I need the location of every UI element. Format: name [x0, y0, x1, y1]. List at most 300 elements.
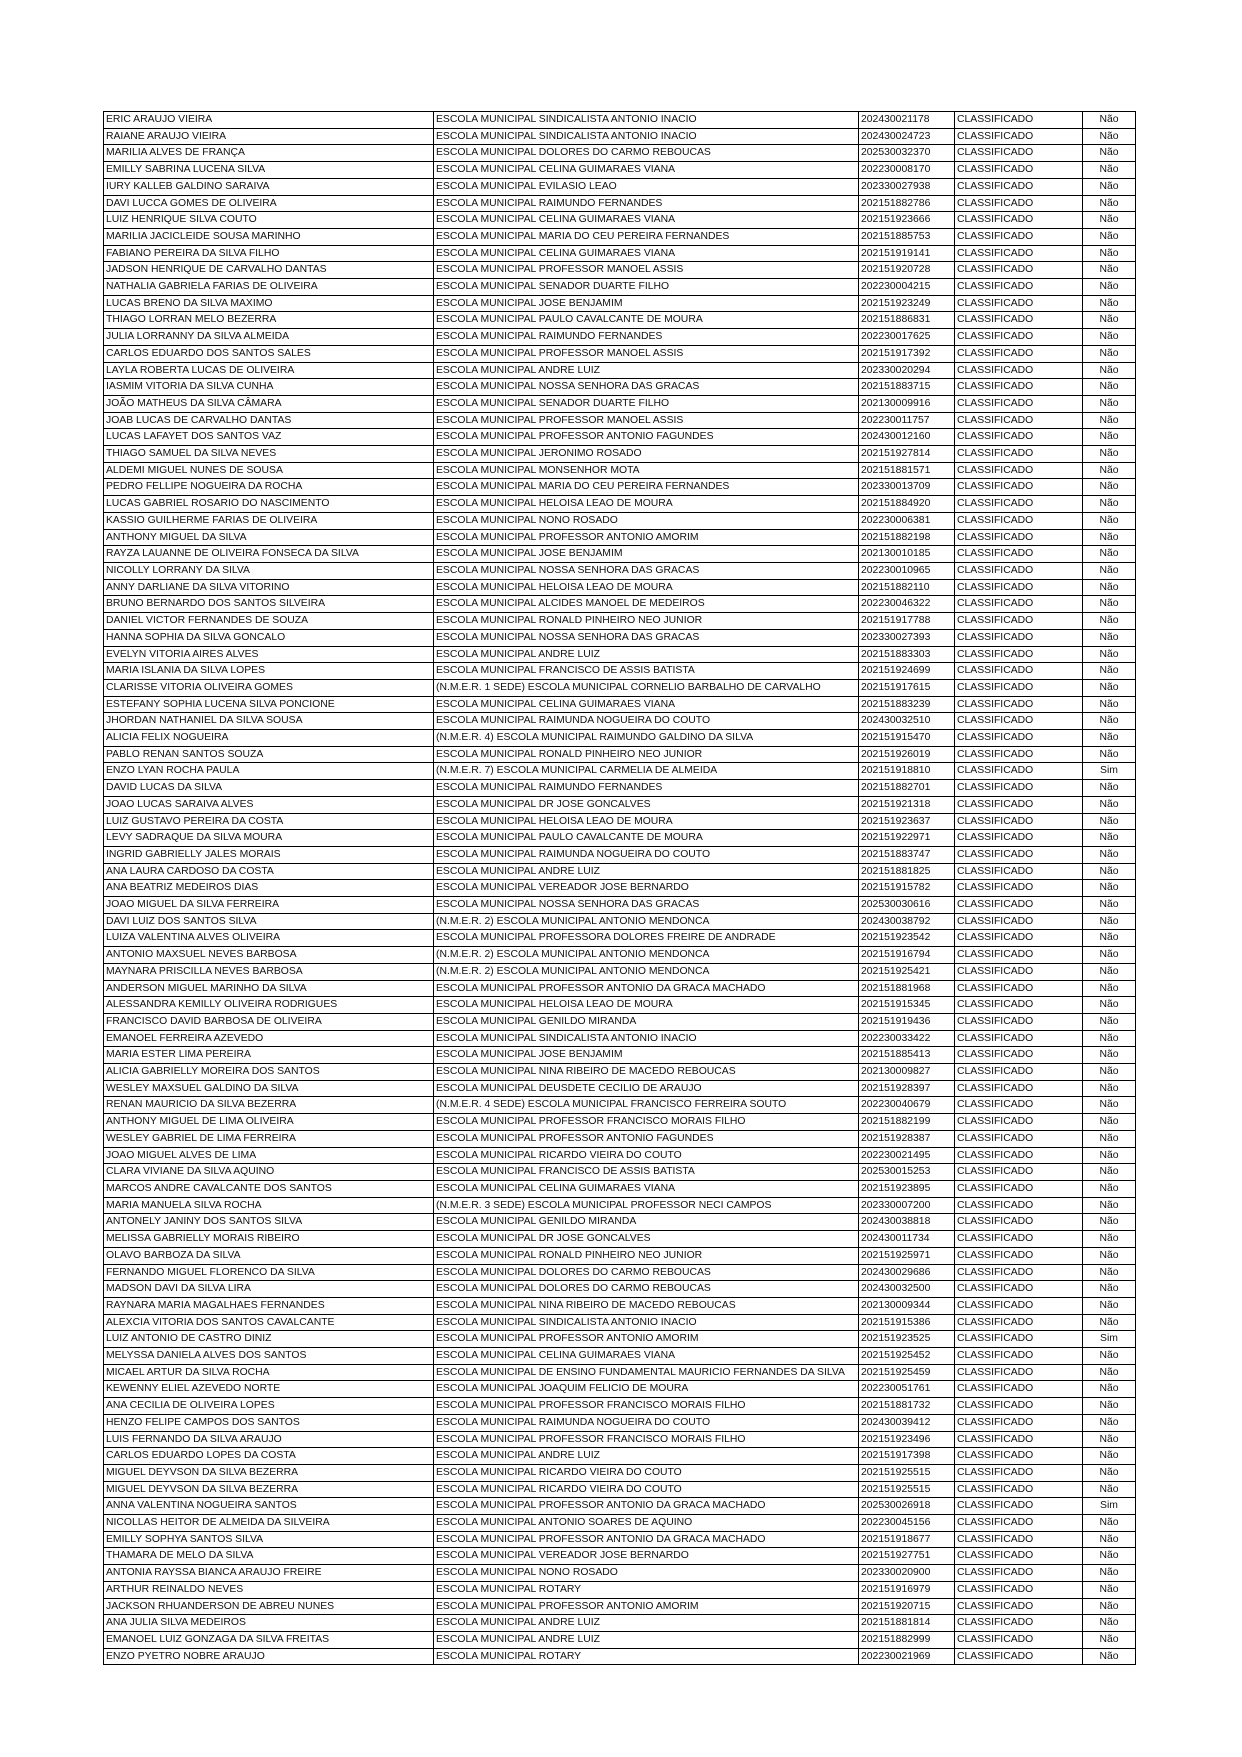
- student-name-cell: ALICIA FELIX NOGUEIRA: [104, 730, 434, 747]
- table-row: [104, 1097, 1136, 1114]
- school-name-cell: ESCOLA MUNICIPAL RAIMUNDA NOGUEIRA DO COUTO: [434, 713, 859, 730]
- table-row: [104, 1331, 1136, 1348]
- table-row: [104, 813, 1136, 830]
- flag-cell: Não: [1083, 713, 1136, 730]
- registration-id-cell: 202151926019: [859, 746, 955, 763]
- status-cell: CLASSIFICADO: [955, 1431, 1083, 1448]
- school-name-cell: ESCOLA MUNICIPAL NOSSA SENHORA DAS GRACAS: [434, 629, 859, 646]
- table-row: [104, 1030, 1136, 1047]
- school-name-cell: ESCOLA MUNICIPAL RICARDO VIEIRA DO COUTO: [434, 1464, 859, 1481]
- student-name-cell: ANA JULIA SILVA MEDEIROS: [104, 1615, 434, 1632]
- table-row: [104, 496, 1136, 513]
- school-name-cell: (N.M.E.R. 4 SEDE) ESCOLA MUNICIPAL FRANCISCO FERREIRA SOUTO: [434, 1097, 859, 1114]
- student-name-cell: MARIA ISLANIA DA SILVA LOPES: [104, 663, 434, 680]
- flag-cell: Não: [1083, 1381, 1136, 1398]
- status-cell: CLASSIFICADO: [955, 1114, 1083, 1131]
- student-name-cell: MARILIA JACICLEIDE SOUSA MARINHO: [104, 228, 434, 245]
- registration-id-cell: 202151881814: [859, 1615, 955, 1632]
- flag-cell: Não: [1083, 429, 1136, 446]
- status-cell: CLASSIFICADO: [955, 1064, 1083, 1081]
- table-row: [104, 429, 1136, 446]
- registration-id-cell: 202230004215: [859, 279, 955, 296]
- school-name-cell: ESCOLA MUNICIPAL RAIMUNDO FERNANDES: [434, 195, 859, 212]
- student-name-cell: ANTHONY MIGUEL DE LIMA OLIVEIRA: [104, 1114, 434, 1131]
- table-row: [104, 312, 1136, 329]
- school-name-cell: ESCOLA MUNICIPAL RAIMUNDO FERNANDES: [434, 329, 859, 346]
- table-row: [104, 1381, 1136, 1398]
- student-name-cell: ANTHONY MIGUEL DA SILVA: [104, 529, 434, 546]
- status-cell: CLASSIFICADO: [955, 880, 1083, 897]
- school-name-cell: ESCOLA MUNICIPAL PROFESSORA DOLORES FREIRE DE ANDRADE: [434, 930, 859, 947]
- status-cell: CLASSIFICADO: [955, 1581, 1083, 1598]
- school-name-cell: ESCOLA MUNICIPAL RONALD PINHEIRO NEO JUNIOR: [434, 613, 859, 630]
- registration-id-cell: 202330007200: [859, 1197, 955, 1214]
- status-cell: CLASSIFICADO: [955, 446, 1083, 463]
- student-name-cell: PEDRO FELLIPE NOGUEIRA DA ROCHA: [104, 479, 434, 496]
- registration-id-cell: 202151915470: [859, 730, 955, 747]
- table-row: [104, 1181, 1136, 1198]
- registration-id-cell: 202330027938: [859, 178, 955, 195]
- flag-cell: Não: [1083, 1297, 1136, 1314]
- status-cell: CLASSIFICADO: [955, 596, 1083, 613]
- student-name-cell: LUCAS LAFAYET DOS SANTOS VAZ: [104, 429, 434, 446]
- school-name-cell: ESCOLA MUNICIPAL PROFESSOR MANOEL ASSIS: [434, 412, 859, 429]
- flag-cell: Não: [1083, 329, 1136, 346]
- status-cell: CLASSIFICADO: [955, 963, 1083, 980]
- table-row: [104, 646, 1136, 663]
- registration-id-cell: 202130010185: [859, 546, 955, 563]
- school-name-cell: ESCOLA MUNICIPAL HELOISA LEAO DE MOURA: [434, 496, 859, 513]
- school-name-cell: ESCOLA MUNICIPAL RONALD PINHEIRO NEO JUNIOR: [434, 746, 859, 763]
- status-cell: CLASSIFICADO: [955, 930, 1083, 947]
- flag-cell: Não: [1083, 379, 1136, 396]
- student-name-cell: HANNA SOPHIA DA SILVA GONCALO: [104, 629, 434, 646]
- registration-id-cell: 202430021178: [859, 112, 955, 129]
- table-row: [104, 1448, 1136, 1465]
- school-name-cell: ESCOLA MUNICIPAL ALCIDES MANOEL DE MEDEIROS: [434, 596, 859, 613]
- table-row: [104, 947, 1136, 964]
- table-row: [104, 295, 1136, 312]
- school-name-cell: ESCOLA MUNICIPAL HELOISA LEAO DE MOURA: [434, 997, 859, 1014]
- school-name-cell: ESCOLA MUNICIPAL DEUSDETE CECILIO DE ARAUJO: [434, 1080, 859, 1097]
- table-row: [104, 212, 1136, 229]
- flag-cell: Não: [1083, 228, 1136, 245]
- registration-id-cell: 202151883715: [859, 379, 955, 396]
- registration-id-cell: 202151925459: [859, 1364, 955, 1381]
- student-name-cell: DAVID LUCAS DA SILVA: [104, 780, 434, 797]
- student-name-cell: FRANCISCO DAVID BARBOSA DE OLIVEIRA: [104, 1013, 434, 1030]
- flag-cell: Não: [1083, 1047, 1136, 1064]
- flag-cell: Não: [1083, 178, 1136, 195]
- school-name-cell: ESCOLA MUNICIPAL ANDRE LUIZ: [434, 863, 859, 880]
- school-name-cell: ESCOLA MUNICIPAL PROFESSOR ANTONIO FAGUNDES: [434, 429, 859, 446]
- status-cell: CLASSIFICADO: [955, 1231, 1083, 1248]
- status-cell: CLASSIFICADO: [955, 763, 1083, 780]
- registration-id-cell: 202151923666: [859, 212, 955, 229]
- student-name-cell: NICOLLY LORRANY DA SILVA: [104, 562, 434, 579]
- status-cell: CLASSIFICADO: [955, 830, 1083, 847]
- school-name-cell: ESCOLA MUNICIPAL DOLORES DO CARMO REBOUCAS: [434, 1264, 859, 1281]
- status-cell: CLASSIFICADO: [955, 1648, 1083, 1665]
- status-cell: CLASSIFICADO: [955, 295, 1083, 312]
- school-name-cell: (N.M.E.R. 2) ESCOLA MUNICIPAL ANTONIO MENDONCA: [434, 947, 859, 964]
- status-cell: CLASSIFICADO: [955, 1331, 1083, 1348]
- status-cell: CLASSIFICADO: [955, 162, 1083, 179]
- school-name-cell: ESCOLA MUNICIPAL GENILDO MIRANDA: [434, 1013, 859, 1030]
- table-row: [104, 1197, 1136, 1214]
- table-row: [104, 178, 1136, 195]
- table-row: [104, 1531, 1136, 1548]
- student-name-cell: ERIC ARAUJO VIEIRA: [104, 112, 434, 129]
- flag-cell: Não: [1083, 1080, 1136, 1097]
- flag-cell: Não: [1083, 1130, 1136, 1147]
- registration-id-cell: 202151882999: [859, 1631, 955, 1648]
- table-row: [104, 446, 1136, 463]
- status-cell: CLASSIFICADO: [955, 512, 1083, 529]
- school-name-cell: ESCOLA MUNICIPAL PROFESSOR ANTONIO AMORIM: [434, 529, 859, 546]
- table-row: [104, 1047, 1136, 1064]
- table-row: [104, 562, 1136, 579]
- school-name-cell: ESCOLA MUNICIPAL PROFESSOR ANTONIO AMORIM: [434, 1331, 859, 1348]
- table-row: [104, 362, 1136, 379]
- student-name-cell: LUIZ ANTONIO DE CASTRO DINIZ: [104, 1331, 434, 1348]
- flag-cell: Não: [1083, 746, 1136, 763]
- registration-id-cell: 202151881732: [859, 1398, 955, 1415]
- flag-cell: Não: [1083, 1431, 1136, 1448]
- registration-id-cell: 202330027393: [859, 629, 955, 646]
- registration-id-cell: 202430012160: [859, 429, 955, 446]
- registration-id-cell: 202151916979: [859, 1581, 955, 1598]
- student-name-cell: OLAVO BARBOZA DA SILVA: [104, 1247, 434, 1264]
- table-row: [104, 462, 1136, 479]
- table-row: [104, 228, 1136, 245]
- status-cell: CLASSIFICADO: [955, 1264, 1083, 1281]
- flag-cell: Não: [1083, 245, 1136, 262]
- school-name-cell: ESCOLA MUNICIPAL EVILASIO LEAO: [434, 178, 859, 195]
- flag-cell: Não: [1083, 479, 1136, 496]
- flag-cell: Não: [1083, 1064, 1136, 1081]
- school-name-cell: ESCOLA MUNICIPAL PROFESSOR ANTONIO DA GRACA MACHADO: [434, 980, 859, 997]
- table-row: [104, 546, 1136, 563]
- registration-id-cell: 202151925515: [859, 1481, 955, 1498]
- status-cell: CLASSIFICADO: [955, 863, 1083, 880]
- table-row: [104, 913, 1136, 930]
- table-row: [104, 1231, 1136, 1248]
- flag-cell: Não: [1083, 1097, 1136, 1114]
- status-cell: CLASSIFICADO: [955, 1498, 1083, 1515]
- status-cell: CLASSIFICADO: [955, 395, 1083, 412]
- status-cell: CLASSIFICADO: [955, 1531, 1083, 1548]
- status-cell: CLASSIFICADO: [955, 479, 1083, 496]
- student-name-cell: NICOLLAS HEITOR DE ALMEIDA DA SILVEIRA: [104, 1515, 434, 1532]
- student-name-cell: DAVI LUIZ DOS SANTOS SILVA: [104, 913, 434, 930]
- status-cell: CLASSIFICADO: [955, 1080, 1083, 1097]
- status-cell: CLASSIFICADO: [955, 462, 1083, 479]
- school-name-cell: ESCOLA MUNICIPAL RONALD PINHEIRO NEO JUNIOR: [434, 1247, 859, 1264]
- student-name-cell: EVELYN VITORIA AIRES ALVES: [104, 646, 434, 663]
- flag-cell: Sim: [1083, 1331, 1136, 1348]
- table-row: [104, 997, 1136, 1014]
- flag-cell: Não: [1083, 1364, 1136, 1381]
- registration-id-cell: 202230045156: [859, 1515, 955, 1532]
- table-row: [104, 1214, 1136, 1231]
- status-cell: CLASSIFICADO: [955, 312, 1083, 329]
- table-row: [104, 679, 1136, 696]
- registration-id-cell: 202151923637: [859, 813, 955, 830]
- status-cell: CLASSIFICADO: [955, 1297, 1083, 1314]
- status-cell: CLASSIFICADO: [955, 379, 1083, 396]
- status-cell: CLASSIFICADO: [955, 245, 1083, 262]
- flag-cell: Não: [1083, 395, 1136, 412]
- status-cell: CLASSIFICADO: [955, 329, 1083, 346]
- registration-id-cell: 202130009827: [859, 1064, 955, 1081]
- student-name-cell: MADSON DAVI DA SILVA LIRA: [104, 1281, 434, 1298]
- student-name-cell: IURY KALLEB GALDINO SARAIVA: [104, 178, 434, 195]
- status-cell: CLASSIFICADO: [955, 997, 1083, 1014]
- flag-cell: Não: [1083, 913, 1136, 930]
- registration-id-cell: 202151881825: [859, 863, 955, 880]
- table-row: [104, 579, 1136, 596]
- student-name-cell: IASMIM VITORIA DA SILVA CUNHA: [104, 379, 434, 396]
- registration-id-cell: 202151923249: [859, 295, 955, 312]
- student-name-cell: NATHALIA GABRIELA FARIAS DE OLIVEIRA: [104, 279, 434, 296]
- status-cell: CLASSIFICADO: [955, 780, 1083, 797]
- school-name-cell: (N.M.E.R. 1 SEDE) ESCOLA MUNICIPAL CORNELIO BARBALHO DE CARVALHO: [434, 679, 859, 696]
- table-row: [104, 1414, 1136, 1431]
- flag-cell: Não: [1083, 112, 1136, 129]
- table-row: [104, 596, 1136, 613]
- student-name-cell: MARCOS ANDRE CAVALCANTE DOS SANTOS: [104, 1181, 434, 1198]
- registration-id-cell: 202230011757: [859, 412, 955, 429]
- registration-id-cell: 202230010965: [859, 562, 955, 579]
- school-name-cell: ESCOLA MUNICIPAL FRANCISCO DE ASSIS BATISTA: [434, 1164, 859, 1181]
- student-name-cell: LAYLA ROBERTA LUCAS DE OLIVEIRA: [104, 362, 434, 379]
- status-cell: CLASSIFICADO: [955, 262, 1083, 279]
- flag-cell: Não: [1083, 1231, 1136, 1248]
- registration-id-cell: 202530026918: [859, 1498, 955, 1515]
- registration-id-cell: 202230008170: [859, 162, 955, 179]
- table-row: [104, 162, 1136, 179]
- flag-cell: Não: [1083, 880, 1136, 897]
- flag-cell: Não: [1083, 1565, 1136, 1582]
- status-cell: CLASSIFICADO: [955, 1314, 1083, 1331]
- flag-cell: Não: [1083, 1214, 1136, 1231]
- table-row: [104, 1314, 1136, 1331]
- table-row: [104, 345, 1136, 362]
- student-name-cell: ARTHUR REINALDO NEVES: [104, 1581, 434, 1598]
- school-name-cell: ESCOLA MUNICIPAL SENADOR DUARTE FILHO: [434, 279, 859, 296]
- student-name-cell: ANA LAURA CARDOSO DA COSTA: [104, 863, 434, 880]
- flag-cell: Não: [1083, 128, 1136, 145]
- status-cell: CLASSIFICADO: [955, 579, 1083, 596]
- school-name-cell: ESCOLA MUNICIPAL NONO ROSADO: [434, 512, 859, 529]
- flag-cell: Não: [1083, 596, 1136, 613]
- table-row: [104, 1164, 1136, 1181]
- student-name-cell: FERNANDO MIGUEL FLORENCO DA SILVA: [104, 1264, 434, 1281]
- table-row: [104, 412, 1136, 429]
- registration-id-cell: 202130009916: [859, 395, 955, 412]
- flag-cell: Não: [1083, 462, 1136, 479]
- registration-id-cell: 202230021969: [859, 1648, 955, 1665]
- status-cell: CLASSIFICADO: [955, 1565, 1083, 1582]
- flag-cell: Não: [1083, 1181, 1136, 1198]
- registration-id-cell: 202151925515: [859, 1464, 955, 1481]
- flag-cell: Não: [1083, 629, 1136, 646]
- school-name-cell: ESCOLA MUNICIPAL ANDRE LUIZ: [434, 1631, 859, 1648]
- registration-id-cell: 202151918810: [859, 763, 955, 780]
- registration-id-cell: 202151920715: [859, 1598, 955, 1615]
- school-name-cell: ESCOLA MUNICIPAL CELINA GUIMARAES VIANA: [434, 1181, 859, 1198]
- student-name-cell: ALEXCIA VITORIA DOS SANTOS CAVALCANTE: [104, 1314, 434, 1331]
- table-row: [104, 1548, 1136, 1565]
- student-name-cell: ANDERSON MIGUEL MARINHO DA SILVA: [104, 980, 434, 997]
- student-name-cell: ENZO LYAN ROCHA PAULA: [104, 763, 434, 780]
- registration-id-cell: 202230006381: [859, 512, 955, 529]
- status-cell: CLASSIFICADO: [955, 1030, 1083, 1047]
- registration-id-cell: 202530030616: [859, 897, 955, 914]
- registration-id-cell: 202151917392: [859, 345, 955, 362]
- table-row: [104, 245, 1136, 262]
- school-name-cell: ESCOLA MUNICIPAL DOLORES DO CARMO REBOUCAS: [434, 1281, 859, 1298]
- student-name-cell: THIAGO SAMUEL DA SILVA NEVES: [104, 446, 434, 463]
- flag-cell: Não: [1083, 345, 1136, 362]
- school-name-cell: ESCOLA MUNICIPAL HELOISA LEAO DE MOURA: [434, 579, 859, 596]
- table-row: [104, 1281, 1136, 1298]
- status-cell: CLASSIFICADO: [955, 1181, 1083, 1198]
- student-name-cell: JHORDAN NATHANIEL DA SILVA SOUSA: [104, 713, 434, 730]
- table-row: [104, 479, 1136, 496]
- flag-cell: Não: [1083, 529, 1136, 546]
- table-row: [104, 880, 1136, 897]
- status-cell: CLASSIFICADO: [955, 178, 1083, 195]
- school-name-cell: ESCOLA MUNICIPAL ANDRE LUIZ: [434, 362, 859, 379]
- status-cell: CLASSIFICADO: [955, 1247, 1083, 1264]
- flag-cell: Não: [1083, 780, 1136, 797]
- school-name-cell: ESCOLA MUNICIPAL NONO ROSADO: [434, 1565, 859, 1582]
- flag-cell: Não: [1083, 813, 1136, 830]
- registration-id-cell: 202151882786: [859, 195, 955, 212]
- registration-id-cell: 202151923895: [859, 1181, 955, 1198]
- table-row: [104, 863, 1136, 880]
- school-name-cell: (N.M.E.R. 3 SEDE) ESCOLA MUNICIPAL PROFESSOR NECI CAMPOS: [434, 1197, 859, 1214]
- registration-id-cell: 202151915386: [859, 1314, 955, 1331]
- status-cell: CLASSIFICADO: [955, 362, 1083, 379]
- student-name-cell: MAYNARA PRISCILLA NEVES BARBOSA: [104, 963, 434, 980]
- school-name-cell: ESCOLA MUNICIPAL PROFESSOR ANTONIO DA GRACA MACHADO: [434, 1498, 859, 1515]
- school-name-cell: ESCOLA MUNICIPAL MONSENHOR MOTA: [434, 462, 859, 479]
- school-name-cell: ESCOLA MUNICIPAL SINDICALISTA ANTONIO INACIO: [434, 1314, 859, 1331]
- registration-id-cell: 202151919141: [859, 245, 955, 262]
- student-name-cell: INGRID GABRIELLY JALES MORAIS: [104, 846, 434, 863]
- school-name-cell: ESCOLA MUNICIPAL SENADOR DUARTE FILHO: [434, 395, 859, 412]
- table-row: [104, 663, 1136, 680]
- school-name-cell: ESCOLA MUNICIPAL NINA RIBEIRO DE MACEDO REBOUCAS: [434, 1064, 859, 1081]
- school-name-cell: ESCOLA MUNICIPAL NINA RIBEIRO DE MACEDO REBOUCAS: [434, 1297, 859, 1314]
- table-row: [104, 145, 1136, 162]
- registration-id-cell: 202151915782: [859, 880, 955, 897]
- table-row: [104, 897, 1136, 914]
- table-row: [104, 980, 1136, 997]
- school-name-cell: ESCOLA MUNICIPAL SINDICALISTA ANTONIO INACIO: [434, 112, 859, 129]
- registration-id-cell: 202151916794: [859, 947, 955, 964]
- status-cell: CLASSIFICADO: [955, 546, 1083, 563]
- school-name-cell: ESCOLA MUNICIPAL JOAQUIM FELICIO DE MOURA: [434, 1381, 859, 1398]
- school-name-cell: ESCOLA MUNICIPAL MARIA DO CEU PEREIRA FERNANDES: [434, 479, 859, 496]
- registration-id-cell: 202430032510: [859, 713, 955, 730]
- flag-cell: Não: [1083, 730, 1136, 747]
- school-name-cell: (N.M.E.R. 2) ESCOLA MUNICIPAL ANTONIO MENDONCA: [434, 913, 859, 930]
- school-name-cell: ESCOLA MUNICIPAL ANDRE LUIZ: [434, 1615, 859, 1632]
- table-row: [104, 1464, 1136, 1481]
- table-row: [104, 1114, 1136, 1131]
- table-row: [104, 279, 1136, 296]
- student-name-cell: HENZO FELIPE CAMPOS DOS SANTOS: [104, 1414, 434, 1431]
- school-name-cell: ESCOLA MUNICIPAL CELINA GUIMARAES VIANA: [434, 245, 859, 262]
- registration-id-cell: 202151886831: [859, 312, 955, 329]
- registration-id-cell: 202151883239: [859, 696, 955, 713]
- status-cell: CLASSIFICADO: [955, 646, 1083, 663]
- student-name-cell: BRUNO BERNARDO DOS SANTOS SILVEIRA: [104, 596, 434, 613]
- table-row: [104, 1348, 1136, 1365]
- school-name-cell: ESCOLA MUNICIPAL CELINA GUIMARAES VIANA: [434, 212, 859, 229]
- registration-id-cell: 202151920728: [859, 262, 955, 279]
- status-cell: CLASSIFICADO: [955, 496, 1083, 513]
- table-row: [104, 262, 1136, 279]
- status-cell: CLASSIFICADO: [955, 980, 1083, 997]
- student-name-cell: MELISSA GABRIELLY MORAIS RIBEIRO: [104, 1231, 434, 1248]
- registration-id-cell: 202430024723: [859, 128, 955, 145]
- table-row: [104, 1431, 1136, 1448]
- flag-cell: Não: [1083, 1481, 1136, 1498]
- status-cell: CLASSIFICADO: [955, 128, 1083, 145]
- flag-cell: Não: [1083, 512, 1136, 529]
- table-row: [104, 1364, 1136, 1381]
- school-name-cell: ESCOLA MUNICIPAL PROFESSOR MANOEL ASSIS: [434, 262, 859, 279]
- table-row: [104, 713, 1136, 730]
- student-name-cell: JADSON HENRIQUE DE CARVALHO DANTAS: [104, 262, 434, 279]
- registration-id-cell: 202151917788: [859, 613, 955, 630]
- school-name-cell: ESCOLA MUNICIPAL JOSE BENJAMIM: [434, 546, 859, 563]
- registration-id-cell: 202151919436: [859, 1013, 955, 1030]
- registration-id-cell: 202151882199: [859, 1114, 955, 1131]
- table-row: [104, 1481, 1136, 1498]
- classification-table: [103, 111, 1136, 1665]
- student-name-cell: MIGUEL DEYVSON DA SILVA BEZERRA: [104, 1481, 434, 1498]
- status-cell: CLASSIFICADO: [955, 713, 1083, 730]
- status-cell: CLASSIFICADO: [955, 1013, 1083, 1030]
- student-name-cell: ALICIA GABRIELLY MOREIRA DOS SANTOS: [104, 1064, 434, 1081]
- registration-id-cell: 202230051761: [859, 1381, 955, 1398]
- flag-cell: Não: [1083, 1531, 1136, 1548]
- status-cell: CLASSIFICADO: [955, 897, 1083, 914]
- flag-cell: Não: [1083, 1598, 1136, 1615]
- registration-id-cell: 202530015253: [859, 1164, 955, 1181]
- student-name-cell: ANTONELY JANINY DOS SANTOS SILVA: [104, 1214, 434, 1231]
- table-row: [104, 1581, 1136, 1598]
- student-name-cell: MICAEL ARTUR DA SILVA ROCHA: [104, 1364, 434, 1381]
- student-name-cell: JULIA LORRANNY DA SILVA ALMEIDA: [104, 329, 434, 346]
- student-name-cell: WESLEY GABRIEL DE LIMA FERREIRA: [104, 1130, 434, 1147]
- flag-cell: Não: [1083, 947, 1136, 964]
- table-row: [104, 1598, 1136, 1615]
- registration-id-cell: 202151917398: [859, 1448, 955, 1465]
- table-row: [104, 1515, 1136, 1532]
- flag-cell: Não: [1083, 312, 1136, 329]
- student-name-cell: RAYZA LAUANNE DE OLIVEIRA FONSECA DA SILVA: [104, 546, 434, 563]
- school-name-cell: ESCOLA MUNICIPAL RAIMUNDO FERNANDES: [434, 780, 859, 797]
- student-name-cell: ANNY DARLIANE DA SILVA VITORINO: [104, 579, 434, 596]
- student-name-cell: JOAO LUCAS SARAIVA ALVES: [104, 796, 434, 813]
